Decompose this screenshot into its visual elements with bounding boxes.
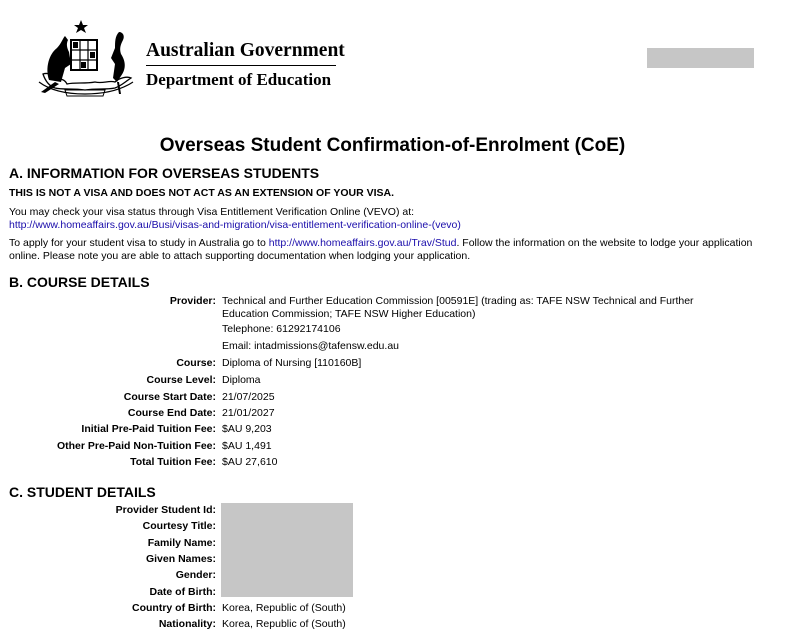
provider-email: Email: intadmissions@tafensw.edu.au bbox=[222, 340, 399, 352]
field-label: Course Level: bbox=[146, 374, 216, 386]
field-label: Other Pre-Paid Non-Tuition Fee: bbox=[56, 440, 216, 452]
australian-coat-of-arms-icon bbox=[35, 18, 137, 100]
field-value: Korea, Republic of (South) bbox=[222, 602, 346, 614]
department-title: Department of Education bbox=[146, 70, 332, 89]
gov-divider bbox=[146, 65, 336, 66]
field-label: Initial Pre-Paid Tuition Fee: bbox=[81, 423, 216, 435]
field-label: Course: bbox=[176, 357, 216, 369]
field-label: Country of Birth: bbox=[132, 602, 216, 614]
field-value: 21/01/2027 bbox=[222, 407, 275, 419]
gov-title: Australian Government bbox=[146, 40, 345, 61]
apply-text-post: . Follow the information on the website to lodge your application online. Please note you are able to attach supporting documentation when lodging your application. bbox=[9, 237, 753, 262]
field-label: Nationality: bbox=[158, 618, 216, 630]
provider-telephone: Telephone: 61292174106 bbox=[222, 323, 341, 335]
field-label: Date of Birth: bbox=[149, 586, 216, 598]
section-b-heading: B. COURSE DETAILS bbox=[9, 274, 150, 290]
vevo-link[interactable]: http://www.homeaffairs.gov.au/Busi/visas-and-migration/visa-entitlement-verification-online-(vevo) bbox=[9, 218, 461, 231]
apply-paragraph bbox=[9, 237, 769, 262]
field-label: Family Name: bbox=[147, 537, 216, 549]
field-value: Diploma bbox=[222, 374, 261, 386]
page-title: Overseas Student Confirmation-of-Enrolment (CoE) bbox=[159, 135, 626, 156]
section-c-heading: C. STUDENT DETAILS bbox=[9, 484, 156, 500]
vevo-text: You may check your visa status through Visa Entitlement Verification Online (VEVO) at: bbox=[9, 206, 415, 218]
field-value: $AU 9,203 bbox=[222, 423, 272, 435]
field-value: Korea, Republic of (South) bbox=[222, 618, 346, 630]
field-label: Given Names: bbox=[145, 553, 216, 565]
visa-warning: THIS IS NOT A VISA AND DOES NOT ACT AS AN EXTENSION OF YOUR VISA. bbox=[9, 187, 395, 199]
field-label: Courtesy Title: bbox=[142, 520, 216, 532]
field-value: $AU 27,610 bbox=[222, 456, 278, 468]
field-value: $AU 1,491 bbox=[222, 440, 272, 452]
field-label: Provider Student Id: bbox=[115, 504, 216, 516]
apply-link[interactable]: http://www.homeaffairs.gov.au/Trav/Stud bbox=[268, 237, 457, 249]
redacted-student-details bbox=[221, 503, 353, 597]
field-label: Course End Date: bbox=[127, 407, 216, 419]
field-value: 21/07/2025 bbox=[222, 391, 275, 403]
redacted-block bbox=[647, 48, 754, 68]
provider-label: Provider: bbox=[169, 295, 216, 307]
field-label: Gender: bbox=[175, 569, 216, 581]
provider-value: Technical and Further Education Commission [00591E] (trading as: TAFE NSW Technical and Further Education Commission; TAFE NSW Higher Education) bbox=[222, 295, 694, 320]
government-branding bbox=[146, 40, 345, 90]
field-label: Course Start Date: bbox=[123, 391, 216, 403]
apply-text-pre: To apply for your student visa to study in Australia go to bbox=[9, 237, 269, 249]
section-a-heading: A. INFORMATION FOR OVERSEAS STUDENTS bbox=[9, 165, 320, 181]
vevo-paragraph bbox=[9, 206, 769, 231]
field-label: Total Tuition Fee: bbox=[130, 456, 216, 468]
field-value: Diploma of Nursing [110160B] bbox=[222, 357, 362, 369]
